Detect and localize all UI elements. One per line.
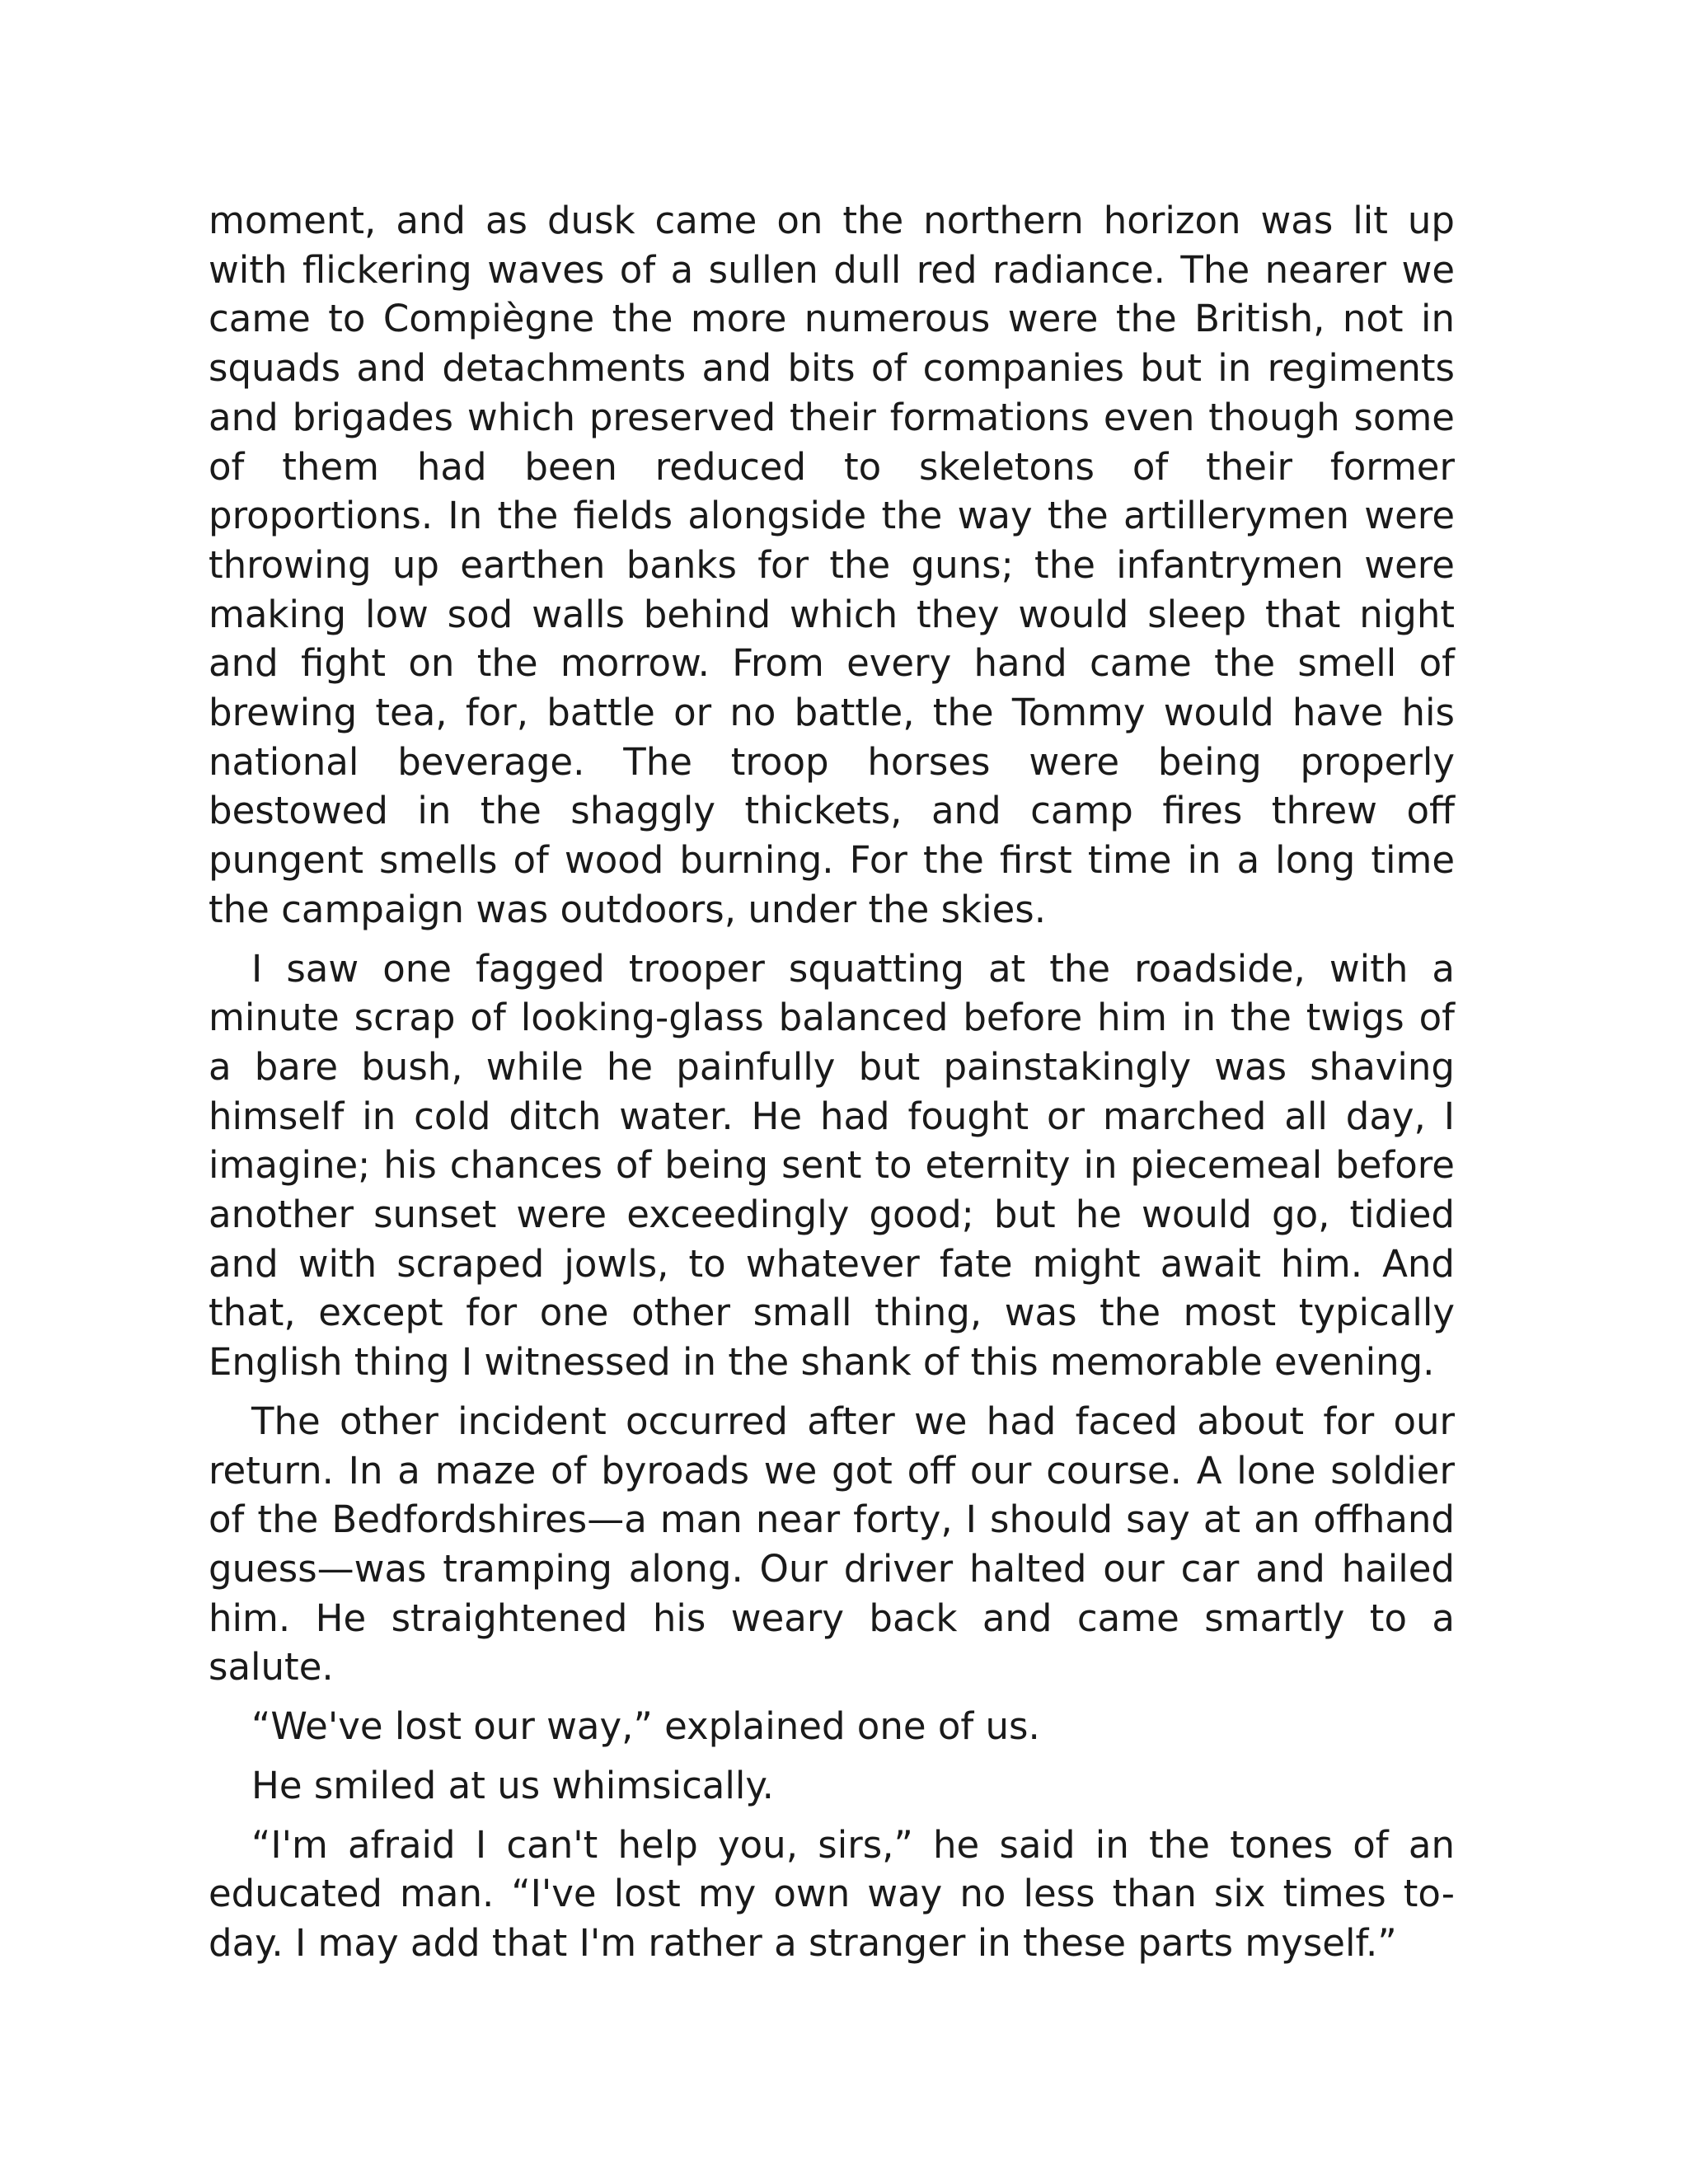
paragraph-trooper-shaving: I saw one fagged trooper squatting at the roadside, with a minute scrap of looking-glass balanced before him in the twigs of a bare bush, while he painfully but painstakingly was shaving himself in cold ditch water. He had fought or marched all day, I imagine; his chances of being sent to eternity in piecemeal before another sunset were exceedingly good; but he would go, tidied and with scraped jowls, to whatever fate might await him. And that, except for one other small thing, was the most typically English thing I witnessed in the shank of this memorable evening. <box>209 946 1455 1385</box>
paragraph-continuation: moment, and as dusk came on the northern horizon was lit up with flickering waves of a sullen dull red radiance. The nearer we came to Compiègne the more numerous were the British, not in squads and detachments and bits of companies but in regiments and brigades which preserved their formations even though some of them had been reduced to skeletons of their former proportions. In the fields alongside the way the artillerymen were throwing up earthen banks for the guns; the infantrymen were making low sod walls behind which they would sleep that night and fight on the morrow. From every hand came the smell of brewing tea, for, battle or no battle, the Tommy would have his national beverage. The troop horses were being properly bestowed in the shaggly thickets, and camp fires threw off pungent smells of wood burning. For the first time in a long time the campaign was outdoors, under the skies. <box>209 199 1455 931</box>
paragraph-smiled: He smiled at us whimsically. <box>251 1763 774 1807</box>
book-page <box>209 196 1455 1978</box>
paragraph-other-incident: The other incident occurred after we had faced about for our return. In a maze of byroads we got off our course. A lone soldier of the Bedfordshires—a man near forty, I should say at an offhand guess—was tramping along. Our driver halted our car and hailed him. He straightened his weary back and came smartly to a salute. <box>209 1399 1455 1690</box>
paragraph-lost-way: “We've lost our way,” explained one of us. <box>251 1704 1040 1749</box>
paragraph-soldier-reply: “I'm afraid I can't help you, sirs,” he said in the tones of an educated man. “I've lost my own way no less than six times to-day. I may add that I'm rather a stranger in these parts myself.” <box>209 1822 1455 1965</box>
